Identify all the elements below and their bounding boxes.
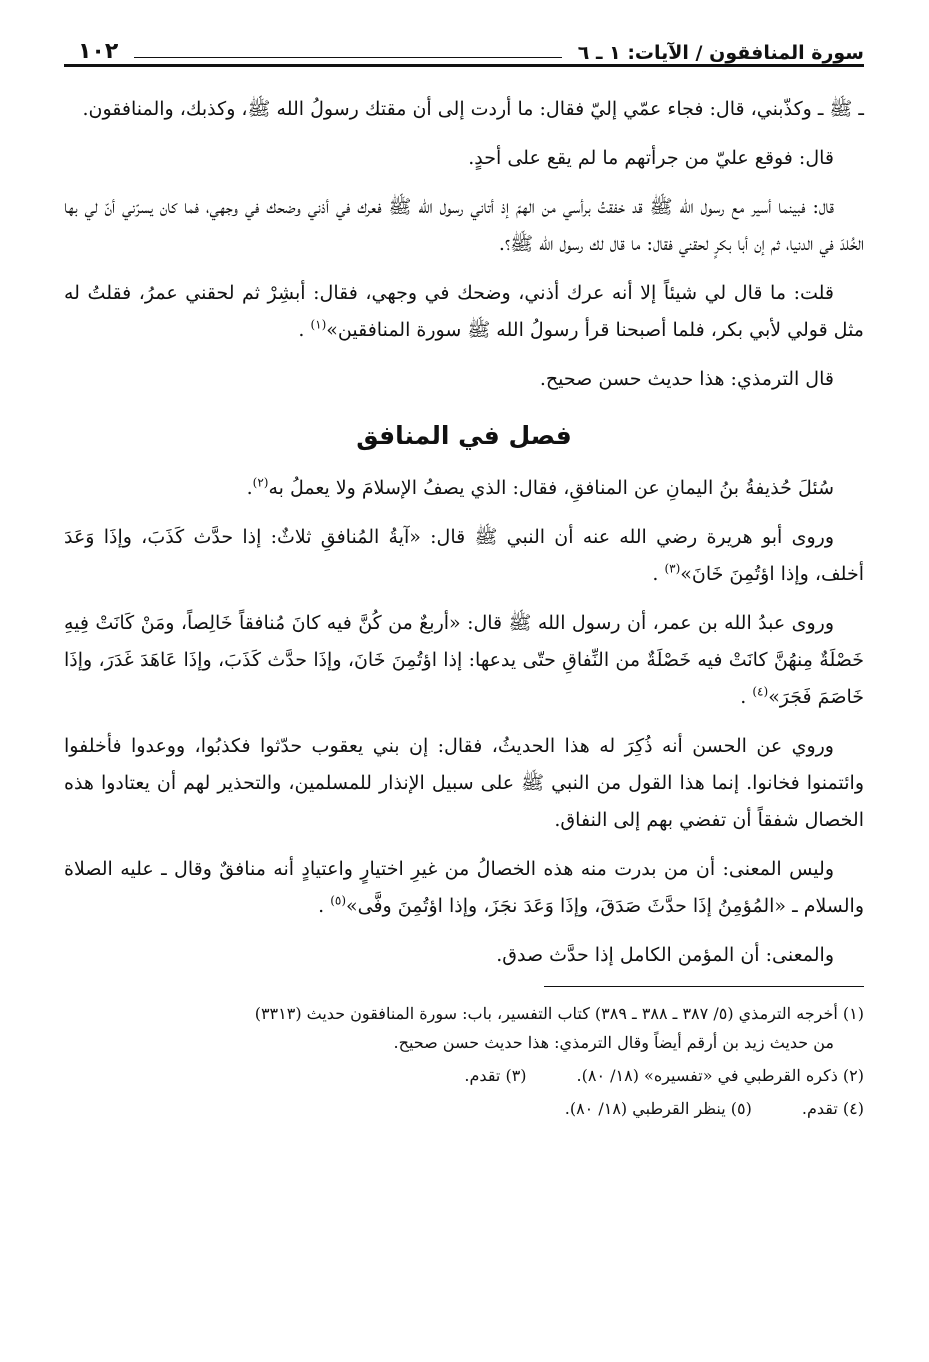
paragraph: قال: فبينما أسير مع رسول الله ﷺ قد خفقتُ برأسي من الهمّ إذ أتاني رسول الله ﷺ فعرك في أذني وضحك في وجهي، فما كان يسرّني أنّ لي بها الخُلدَ في الدنيا، ثم إن أبا بكرٍ لحقني فقال: ما قال لك رسول الله ﷺ؟. [64,196,864,255]
paragraph: وروى عبدُ الله بن عمر، أن رسول الله ﷺ قال: «أربعٌ من كُنَّ فيه كانَ مُنافقاً خَالِصاً، ومَنْ كَانَتْ فِيهِ خَصْلَةٌ مِنهُنَّ كانَتْ فيه خَصْلَةٌ من النِّفاقِ حتّى يدعها: إذا اؤتُمِنَ خَانَ، وإذَا حدَّث كَذَبَ، وإذَا عَاهَدَ غَدَرَ، وإذَا خَاصَمَ فَجَرَ»$^{(٤)}$ . [64,612,864,708]
page-number: ١٠٢ [78,38,119,64]
main-text [64,91,864,974]
footnote-separator [544,986,864,987]
footnote-4: (٤) تقدم. [801,1099,864,1118]
footnotes [64,999,864,1123]
paragraph: والمعنى: أن المؤمن الكامل إذا حدَّث صدق. [496,944,834,966]
footnote-1: (١) أخرجه الترمذي (٥/ ٣٨٧ ـ ٣٨٨ ـ ٣٨٩) كتاب التفسير، باب: سورة المنافقون حديث (٣٣١٣) من حديث زيد بن أرقم أيضاً وقال الترمذي: هذا حديث حسن صحيح. [254,1004,864,1052]
footnote-ref: (٢) [252,475,269,490]
running-header [64,30,864,67]
paragraph: قلت: ما قال لي شيئاً إلا أنه عرك أذني، وضحك في وجهي، فقال: أبشِرْ ثم لحقني عمرُ، فقلتُ له مثل قولي لأبي بكر، فلما أصبحنا قرأ رسولُ الله ﷺ سورة المنافقين»$^{(١)}$ . [64,282,864,341]
paragraph: قال الترمذي: هذا حديث حسن صحيح. [539,368,834,390]
footnote-ref: (٥) [330,893,347,908]
paragraph: وروى أبو هريرة رضي الله عنه أن النبي ﷺ قال: «آيةُ المُنافقِ ثلاثٌ: إذا حدَّث كَذَبَ، وإذَا وَعَدَ أخلف، وإذا اؤتُمِنَ خَانَ»$^{(٣)}$ . [64,526,864,585]
paragraph: قال: فوقع عليّ من جرأتهم ما لم يقع على أحدٍ. [468,147,834,169]
footnote-ref: (٣) [664,561,681,576]
footnote-ref: (٤) [752,684,769,699]
chapter-title: سورة المنافقون / الآيات: ١ ـ ٦ [577,42,864,65]
footnote-3: (٣) تقدم. [464,1066,527,1085]
section-heading: فصل في المنافق [356,421,572,450]
paragraph: وليس المعنى: أن من بدرت منه هذه الخصالُ من غيرِ اختيارٍ واعتيادٍ أنه منافقٌ وقال ـ عليه الصلاة والسلام ـ «المُؤمِنُ إذَا حدَّثَ صَدَقَ، وإذَا وَعَدَ نجَزَ، وإذا اؤتُمِنَ وفَّى»$^{(٥)}$ . [64,858,864,917]
header-rule [134,57,561,58]
paragraph: سُئلَ حُذيفةُ بنُ اليمانِ عن المنافقِ، فقال: الذي يصفُ الإسلامَ ولا يعملُ به$^{(٢)}$. [246,475,834,499]
footnote-row [64,1061,864,1090]
paragraph: ـ ﷺ ـ وكذّبني، قال: فجاء عمّي إليّ فقال: ما أردت إلى أن مقتك رسولُ الله ﷺ، وكذبك، والمنافقون. [82,98,864,120]
footnote-5: (٥) ينظر القرطبي (١٨/ ٨٠). [564,1099,752,1118]
paragraph: وروي عن الحسن أنه ذُكِرَ له هذا الحديثُ، فقال: إن بني يعقوب حدّثوا فكذبُوا، ووعدوا فأخلفوا وائتمنوا فخانوا. إنما هذا القول من النبي ﷺ على سبيل الإنذار للمسلمين، والتحذير لهم أن يعتادوا هذه الخصال شفقاً أن تفضي بهم إلى النفاق. [64,735,864,831]
footnote-2: (٢) ذكره القرطبي في «تفسيره» (١٨/ ٨٠). [576,1066,864,1085]
footnote-row [64,1094,864,1123]
footnote-ref: (١) [310,317,327,332]
book-page [64,30,864,1127]
